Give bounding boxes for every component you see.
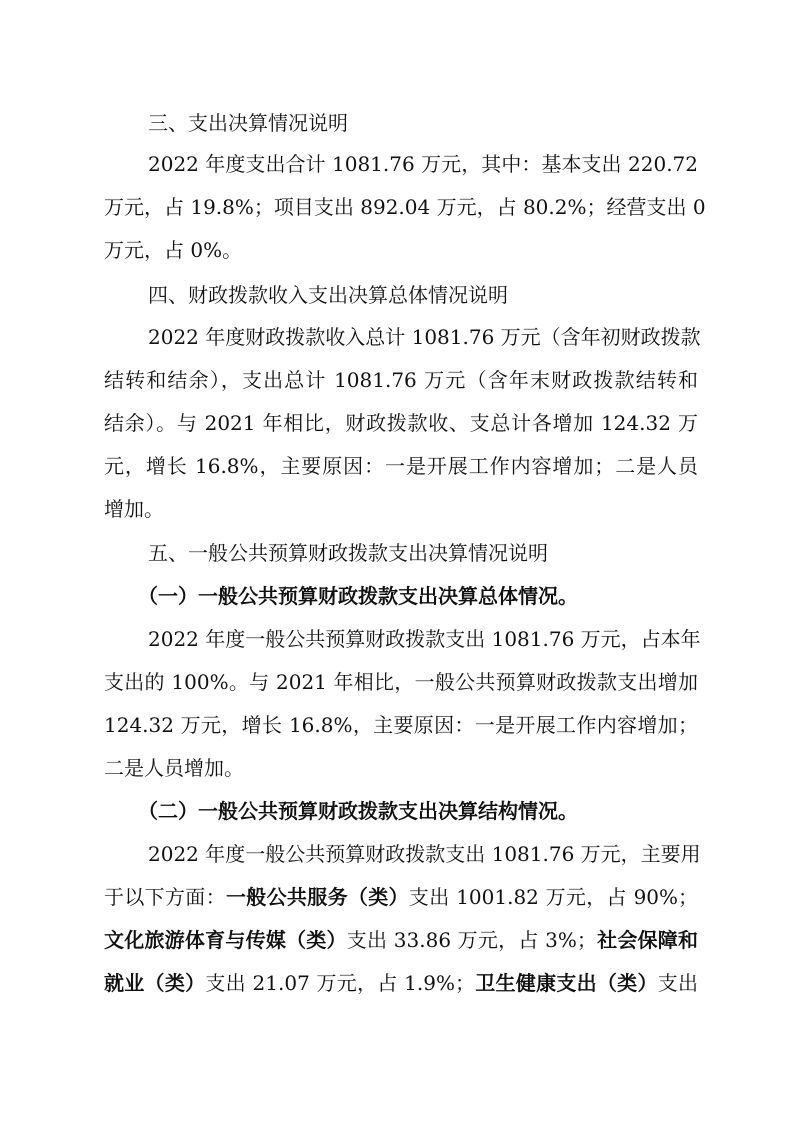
section-5-sub1-line-3: 124.32 万元，增长 16.8%，主要原因：一是开展工作内容增加； <box>104 713 698 737</box>
section-5-sub1-heading: （一）一般公共预算财政拨款支出决算总体情况。 <box>138 584 578 608</box>
section-4-line-2: 结转和结余），支出总计 1081.76 万元（含年末财政拨款结转和 <box>104 368 698 392</box>
section-3-heading: 三、支出决算情况说明 <box>148 111 348 135</box>
category-general-public-services-amount: 支出 1001.82 万元，占 90%； <box>408 885 699 909</box>
section-5-sub2-line-4 <box>104 969 698 997</box>
section-3-line-2: 万元，占 19.8%；项目支出 892.04 万元，占 80.2%；经营支出 0 <box>104 195 706 219</box>
category-social-security-amount: 支出 21.07 万元，占 1.9%； <box>205 971 475 995</box>
category-culture-tourism-sports-media-amount: 支出 33.86 万元，占 3%； <box>346 928 597 952</box>
section-4-line-3: 结余）。与 2021 年相比，财政拨款收、支总计各增加 124.32 万 <box>104 411 698 435</box>
section-4-line-4: 元，增长 16.8%，主要原因：一是开展工作内容增加；二是人员 <box>104 454 698 478</box>
category-health: 卫生健康支出（类） <box>474 971 658 995</box>
category-social-security-part1: 社会保障和 <box>596 928 699 952</box>
category-health-amount: 支出 <box>657 971 699 995</box>
category-culture-tourism-sports-media: 文化旅游体育与传媒（类） <box>104 928 347 952</box>
section-3-line-3: 万元，占 0%。 <box>104 238 243 262</box>
section-5-sub1-line-1: 2022 年度一般公共预算财政拨款支出 1081.76 万元，占本年 <box>148 627 701 651</box>
section-5-sub1-line-2: 支出的 100%。与 2021 年相比，一般公共预算财政拨款支出增加 <box>104 670 698 694</box>
section-3-line-1: 2022 年度支出合计 1081.76 万元，其中：基本支出 220.72 <box>148 152 698 176</box>
section-5-sub2-line-3 <box>104 926 698 954</box>
section-4-line-1: 2022 年度财政拨款收入总计 1081.76 万元（含年初财政拨款 <box>148 325 701 349</box>
line-2-prefix: 于以下方面： <box>104 885 226 909</box>
section-5-sub2-line-2 <box>104 883 698 911</box>
section-4-heading: 四、财政拨款收入支出决算总体情况说明 <box>148 283 508 307</box>
category-general-public-services: 一般公共服务（类） <box>225 885 409 909</box>
category-social-security-part2: 就业（类） <box>104 971 206 995</box>
section-5-sub2-line-1: 2022 年度一般公共预算财政拨款支出 1081.76 万元，主要用 <box>148 842 701 866</box>
section-4-line-5: 增加。 <box>104 497 164 521</box>
section-5-sub2-heading: （二）一般公共预算财政拨款支出决算结构情况。 <box>138 799 578 823</box>
section-5-sub1-line-4: 二是人员增加。 <box>104 756 244 780</box>
section-5-heading: 五、一般公共预算财政拨款支出决算情况说明 <box>148 541 548 565</box>
